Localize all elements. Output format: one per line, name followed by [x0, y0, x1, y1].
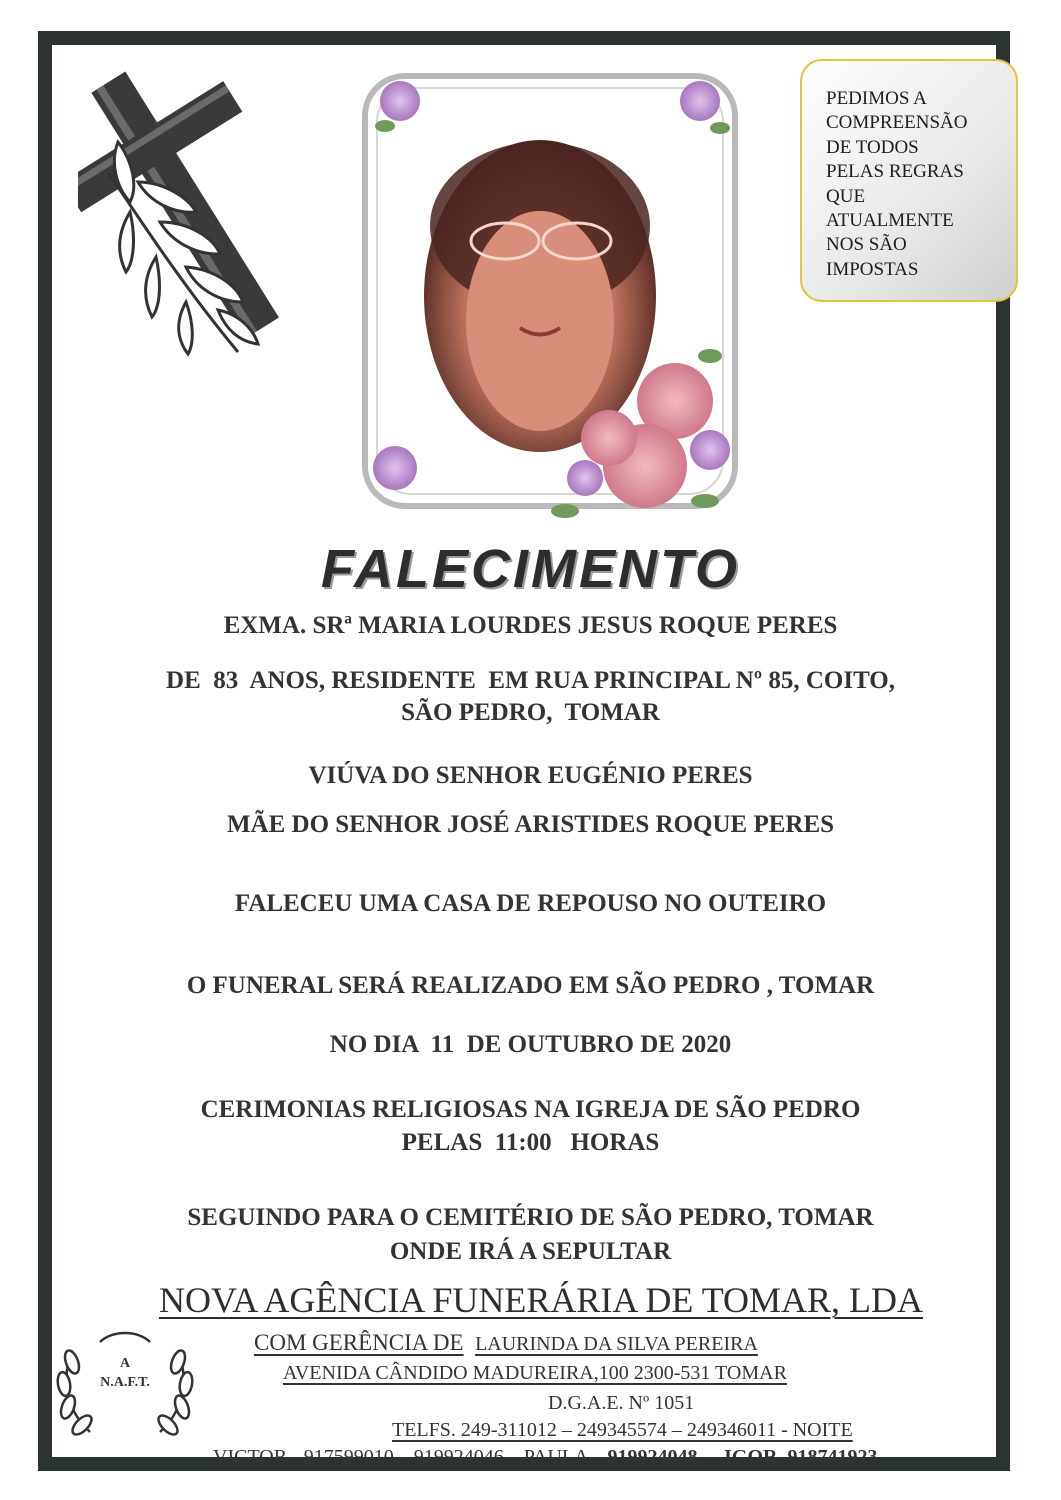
notice-box	[800, 59, 1018, 302]
burial-info: ONDE IRÁ A SEPULTAR	[389, 1238, 672, 1265]
ceremony-time: PELAS 11:00 HORAS	[401, 1129, 660, 1156]
agency-name-text: NOVA AGÊNCIA FUNERÁRIA DE TOMAR, LDA	[158, 1280, 924, 1320]
notice-line: IMPOSTAS	[826, 258, 919, 280]
funeral-place: O FUNERAL SERÁ REALIZADO EM SÃO PEDRO , TOMAR	[186, 972, 875, 999]
naft-seal-logo	[50, 1322, 200, 1440]
portrait-photo	[355, 66, 743, 526]
night-contacts	[213, 1446, 877, 1469]
notice-line: PELAS REGRAS	[826, 161, 964, 183]
agency-dgae: D.G.A.E. Nº 1051	[548, 1392, 695, 1414]
notice-line: QUE	[826, 185, 866, 207]
place-of-death: FALECEU UMA CASA DE REPOUSO NO OUTEIRO	[234, 890, 827, 917]
deceased-name: EXMA. SRª MARIA LOURDES JESUS ROQUE PERES	[223, 612, 838, 639]
notice-line: NOS SÃO	[826, 234, 907, 256]
notice-line: PEDIMOS A	[826, 88, 927, 109]
page-title: FALECIMENTO	[320, 539, 740, 599]
management-label: COM GERÊNCIA DE	[254, 1330, 464, 1355]
deceased-address: SÃO PEDRO, TOMAR	[401, 699, 660, 726]
notice-line: DE TODOS	[826, 136, 919, 158]
night-contacts-regular: VICTOR - 917599010 – 919924046 – PAULA –	[213, 1446, 608, 1468]
seal-text: N.A.F.T.	[100, 1375, 150, 1390]
widow-of: VIÚVA DO SENHOR EUGÉNIO PERES	[308, 762, 753, 789]
cemetery-info: SEGUINDO PARA O CEMITÉRIO DE SÃO PEDRO, TOMAR	[187, 1204, 874, 1231]
mother-of: MÃE DO SENHOR JOSÉ ARISTIDES ROQUE PERES	[226, 811, 835, 838]
ceremony-info: CERIMONIAS RELIGIOSAS NA IGREJA DE SÃO PEDRO	[200, 1096, 861, 1123]
agency-address: AVENIDA CÂNDIDO MADUREIRA,100 2300-531 TOMAR	[283, 1362, 787, 1384]
deceased-age-residence: DE 83 ANOS, RESIDENTE EM RUA PRINCIPAL Nº 85, COITO,	[166, 667, 895, 694]
seal-letter: A	[119, 1356, 131, 1371]
manager-name: LAURINDA DA SILVA PEREIRA	[475, 1333, 758, 1355]
night-contacts-bold: 919924048 - IGOR 918741923	[607, 1446, 878, 1468]
notice-line: ATUALMENTE	[826, 210, 954, 232]
notice-line: COMPREENSÃO	[826, 112, 968, 134]
agency-management	[254, 1330, 758, 1356]
agency-phones: TELFS. 249-311012 – 249345574 – 249346011 - NOITE	[392, 1419, 853, 1441]
cross-with-leaves-icon	[78, 62, 308, 362]
agency-name	[0, 1279, 1061, 1321]
funeral-date: NO DIA 11 DE OUTUBRO DE 2020	[329, 1031, 732, 1058]
